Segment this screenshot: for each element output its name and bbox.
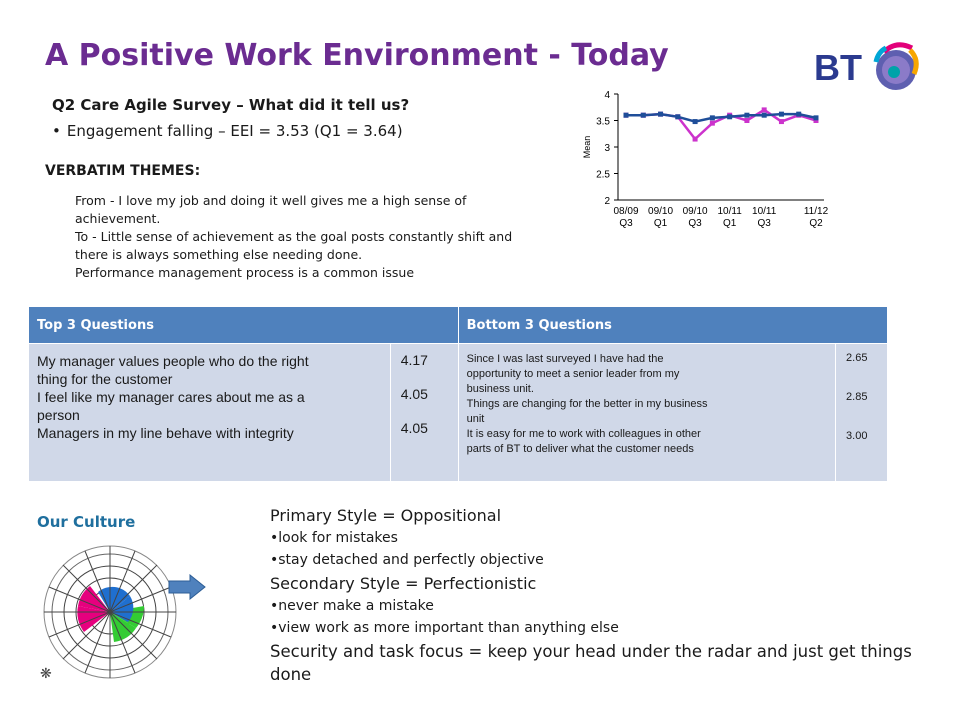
data-point: [641, 113, 646, 118]
bottom-score: 3.00: [846, 430, 868, 442]
bottom-score: 2.85: [846, 391, 868, 403]
y-axis-label: Mean: [582, 135, 592, 159]
bottom-questions-cell: [458, 344, 835, 482]
y-tick-label: 2.5: [596, 169, 610, 181]
primary-bullet: •stay detached and perfectly objective: [270, 552, 544, 568]
y-tick-label: 2: [604, 196, 610, 207]
data-point: [744, 118, 749, 123]
culture-styles: [270, 503, 930, 686]
data-point: [762, 113, 767, 118]
x-tick-label: Q3: [688, 218, 702, 229]
culture-summary: Security and task focus = keep your head under the radar and just get things done: [270, 642, 912, 684]
verbatim-line: To - Little sense of achievement as the goal posts constantly shift and there is always something else needing done.: [75, 229, 513, 262]
data-point: [727, 114, 732, 119]
slide-title: A Positive Work Environment - Today: [45, 38, 669, 73]
svg-text:BT: BT: [814, 47, 862, 88]
primary-bullet: •look for mistakes: [270, 530, 398, 546]
data-point: [710, 121, 715, 126]
verbatim-line: From - I love my job and doing it well gives me a high sense of achievement.: [75, 193, 467, 226]
data-point: [675, 114, 680, 119]
data-point: [744, 113, 749, 118]
bottom-score: 2.65: [846, 352, 868, 364]
culture-title: Our Culture: [37, 513, 136, 531]
data-point: [779, 112, 784, 117]
engagement-text: Engagement falling – EEI = 3.53 (Q1 = 3.64): [66, 122, 403, 140]
x-tick-label: Q2: [809, 218, 823, 229]
x-tick-label: Q3: [619, 218, 633, 229]
data-point: [658, 112, 663, 117]
top-score: 4.17: [400, 352, 428, 368]
engagement-chart: [578, 84, 848, 244]
culture-circumplex-image: [32, 540, 197, 690]
top-score: 4.05: [400, 420, 428, 436]
engagement-bullet: • Engagement falling – EEI = 3.53 (Q1 = 3.64): [52, 122, 403, 140]
svg-text:❋: ❋: [40, 666, 52, 682]
x-tick-label: 10/11: [752, 206, 777, 217]
x-tick-label: 09/10: [682, 206, 708, 217]
data-point: [779, 119, 784, 124]
x-tick-label: 11/12: [803, 206, 829, 217]
data-point: [814, 115, 819, 120]
bottom-question: It is easy for me to work with colleagues in other parts of BT to deliver what the customer needs: [466, 428, 701, 455]
x-tick-label: Q1: [653, 218, 668, 229]
top-score: 4.05: [400, 386, 428, 402]
x-tick-label: 09/10: [648, 206, 674, 217]
bottom-question: Things are changing for the better in my business unit: [466, 398, 708, 425]
survey-subtitle: Q2 Care Agile Survey – What did it tell us?: [52, 96, 410, 114]
x-tick-label: 08/09: [613, 206, 639, 217]
data-point: [762, 107, 767, 112]
bottom-questions-header: Bottom 3 Questions: [458, 307, 887, 344]
verbatim-line: Performance management process is a common issue: [75, 265, 415, 280]
secondary-bullet: •never make a mistake: [270, 598, 434, 614]
secondary-style: Secondary Style = Perfectionistic: [270, 574, 537, 593]
y-tick-label: 4: [604, 90, 610, 101]
top-question: I feel like my manager cares about me as a person: [37, 389, 305, 423]
data-point: [796, 112, 801, 117]
top-question: My manager values people who do the right thing for the customer: [37, 353, 309, 387]
verbatim-text: [75, 192, 535, 282]
arrow-right-icon: [168, 574, 206, 600]
data-point: [693, 119, 698, 124]
x-tick-label: Q3: [757, 218, 771, 229]
bottom-scores-cell: [836, 344, 888, 482]
verbatim-title: VERBATIM THEMES:: [45, 163, 201, 179]
primary-style: Primary Style = Oppositional: [270, 506, 502, 525]
top-question: Managers in my line behave with integrity: [37, 425, 294, 441]
data-point: [710, 115, 715, 120]
top-questions-cell: [29, 344, 391, 482]
y-tick-label: 3: [604, 143, 610, 154]
data-point: [624, 113, 629, 118]
top-questions-header: Top 3 Questions: [29, 307, 459, 344]
top-scores-cell: [390, 344, 458, 482]
bottom-question: Since I was last surveyed I have had the opportunity to meet a senior leader from my business unit.: [466, 353, 680, 395]
secondary-bullet: •view work as more important than anything else: [270, 620, 619, 636]
x-tick-label: Q1: [722, 218, 737, 229]
data-point: [693, 137, 698, 142]
questions-table: [28, 306, 888, 482]
y-tick-label: 3.5: [596, 116, 610, 128]
x-tick-label: 10/11: [717, 206, 742, 217]
